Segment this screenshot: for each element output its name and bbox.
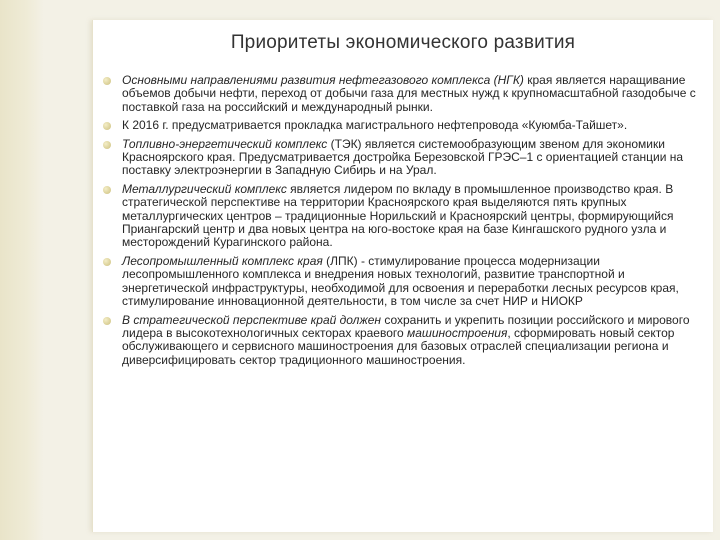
bullet-text: сохранить и укрепить позиции российского и мирового лидера в высокотехнологичных секторах краевого <box>122 312 690 340</box>
bullet-text: является лидером по вкладу в промышленное производство края. В стратегической перспективе на территории Красноярского края выделяются пять крупных металлургических центров – традиционные Норильский и Красноярский центры, формирующийся Приангарский центр и два новых центра на юго-востоке края на базе Кингашского рудного узла и месторождений Курагинского района. <box>122 181 674 250</box>
bullet-emphasis: В стратегической перспективе край должен <box>122 312 381 327</box>
bullet-item-ngk <box>122 74 708 114</box>
bullet-list <box>122 74 708 372</box>
bullet-emphasis: машиностроения <box>407 325 508 340</box>
bullet-item-metallurgy <box>122 183 708 250</box>
bullet-emphasis: Топливно-энергетический комплекс <box>122 136 328 151</box>
bullet-text: (ТЭК) является системообразующим звеном для экономики Красноярского края. Предусматривается достройка Березовской ГРЭС–1 с ориентацией станции на поставку электроэнергии в Западную Сибирь и на Урал. <box>122 136 684 178</box>
bullet-item-tek <box>122 138 708 178</box>
bullet-marker-icon <box>103 186 111 194</box>
decorative-left-band <box>0 0 44 540</box>
slide-title: Приоритеты экономического развития <box>230 32 576 53</box>
bullet-text: (ЛПК) - стимулирование процесса модернизации лесопромышленного комплекса и внедрения новых технологий, развитие транспортной и энергетической инфраструктуры, необходимой для освоения и переработки лесных ресурсов края, стимулирование инновационной деятельности, в том числе за счет НИР и НИОКР <box>122 253 679 309</box>
slide-panel <box>92 20 713 532</box>
bullet-item-forestry <box>122 255 708 309</box>
bullet-marker-icon <box>103 122 111 130</box>
bullet-emphasis: Металлургический комплекс <box>122 181 287 196</box>
bullet-emphasis: Основными направлениями развития нефтегазового комплекса (НГК) <box>122 73 524 87</box>
bullet-item-machinery <box>122 314 708 368</box>
bullet-marker-icon <box>103 141 111 149</box>
bullet-marker-icon <box>103 77 111 85</box>
bullet-text: края является наращивание объемов добычи нефти, переход от добычи газа для местных нужд к крупномасштабной газодобыче с поставкой газа на российский и международный рынки. <box>122 73 696 114</box>
bullet-text: К 2016 г. предусматривается прокладка магистрального нефтепровода «Куюмба-Тайшет». <box>122 118 628 133</box>
bullet-emphasis: Лесопромышленный комплекс края <box>122 253 323 268</box>
bullet-marker-icon <box>103 317 111 325</box>
bullet-marker-icon <box>103 258 111 266</box>
bullet-text: , сформировать новый сектор обслуживающего и сервисного машиностроения для базовых отраслей специализации региона и диверсифицировать сектор традиционного машиностроения. <box>122 325 675 367</box>
bullet-item-pipeline <box>122 119 708 132</box>
